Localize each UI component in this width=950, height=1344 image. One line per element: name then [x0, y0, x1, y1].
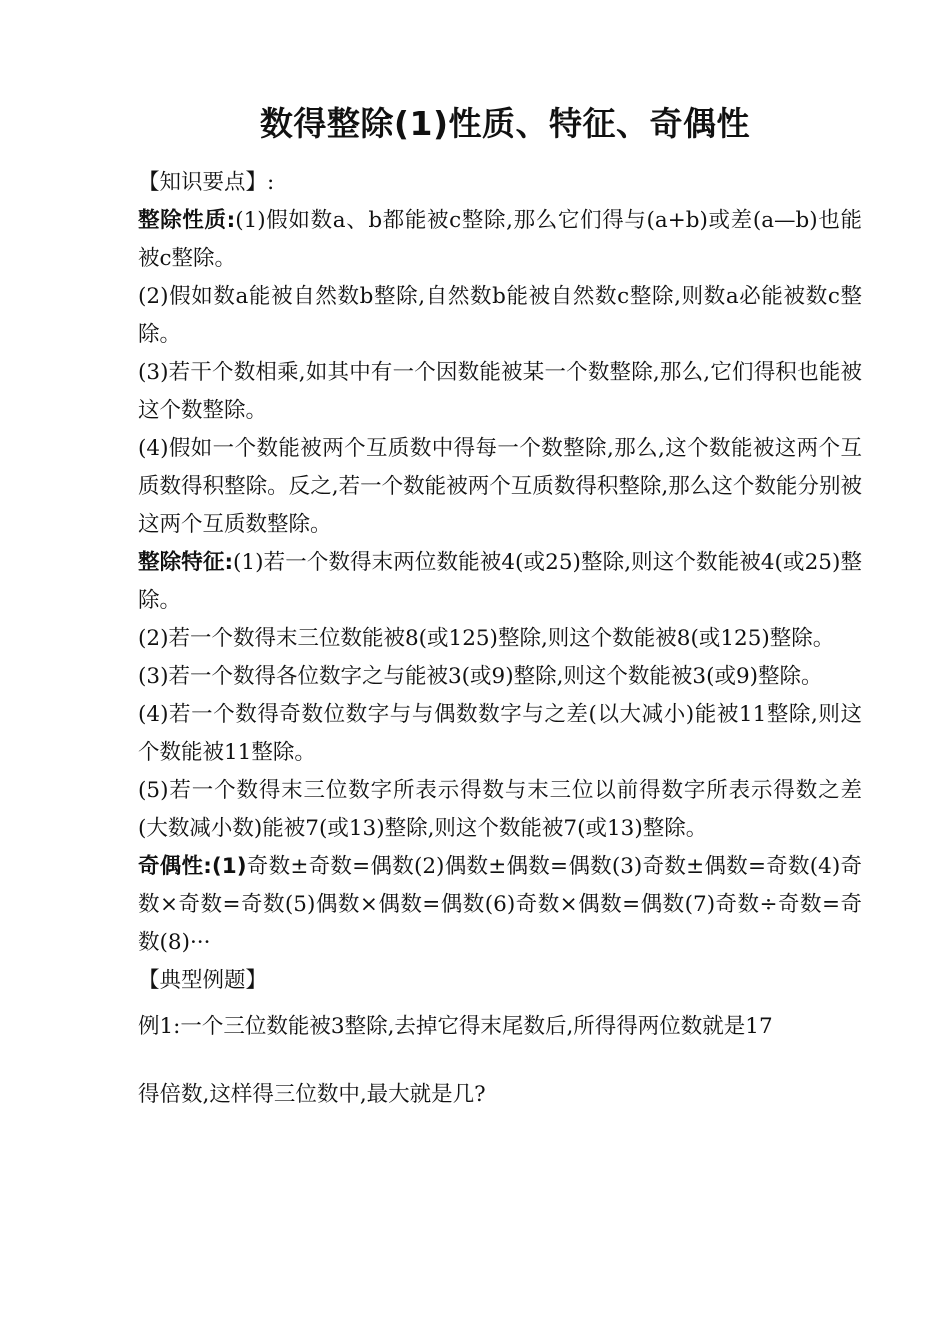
example-1-line-1: 例1:一个三位数能被3整除,去掉它得末尾数后,所得得两位数就是17 — [138, 1014, 773, 1039]
property-1-text: (1)假如数a、b都能被c整除,那么它们得与(a+b)或差(a—b)也能被c整除。 — [138, 208, 862, 271]
parity-label: 奇偶性: — [138, 854, 212, 879]
feature-2: (2)若一个数得末三位数能被8(或125)整除,则这个数能被8(或125)整除。 — [138, 626, 835, 651]
property-2: (2)假如数a能被自然数b整除,自然数b能被自然数c整除,则数a必能被数c整除。 — [138, 284, 862, 347]
properties-label: 整除性质: — [138, 208, 236, 233]
feature-5: (5)若一个数得末三位数字所表示得数与末三位以前得数字所表示得数之差(大数减小数)能被7(或13)整除,则这个数能被7(或13)整除。 — [138, 778, 862, 841]
knowledge-heading: 【知识要点】: — [138, 170, 275, 195]
parity-first-marker: (1) — [211, 854, 247, 879]
property-4: (4)假如一个数能被两个互质数中得每一个数整除,那么,这个数能被这两个互质数得积整除。反之,若一个数能被两个互质数得积整除,那么这个数能分别被这两个互质数整除。 — [138, 436, 862, 537]
property-1 — [138, 202, 862, 278]
document-body — [138, 164, 862, 1114]
feature-3: (3)若一个数得各位数字之与能被3(或9)整除,则这个数能被3(或9)整除。 — [138, 664, 823, 689]
parity-text: 奇数±奇数=偶数(2)偶数±偶数=偶数(3)奇数±偶数=奇数(4)奇数×奇数=奇数(5)偶数×偶数=偶数(6)奇数×偶数=偶数(7)奇数÷奇数=奇数(8)··· — [138, 854, 862, 955]
feature-1 — [138, 544, 862, 620]
examples-heading: 【典型例题】 — [138, 968, 268, 993]
feature-4: (4)若一个数得奇数位数字与与偶数数字与之差(以大减小)能被11整除,则这个数能被11整除。 — [138, 702, 862, 765]
parity-rules — [138, 848, 862, 962]
page-title: 数得整除(1)性质、特征、奇偶性 — [259, 104, 751, 143]
example-1-line-2: 得倍数,这样得三位数中,最大就是几? — [138, 1082, 486, 1107]
feature-1-text: (1)若一个数得末两位数能被4(或25)整除,则这个数能被4(或25)整除。 — [138, 550, 862, 613]
features-label: 整除特征: — [138, 550, 234, 575]
property-3: (3)若干个数相乘,如其中有一个因数能被某一个数整除,那么,它们得积也能被这个数整除。 — [138, 360, 862, 423]
